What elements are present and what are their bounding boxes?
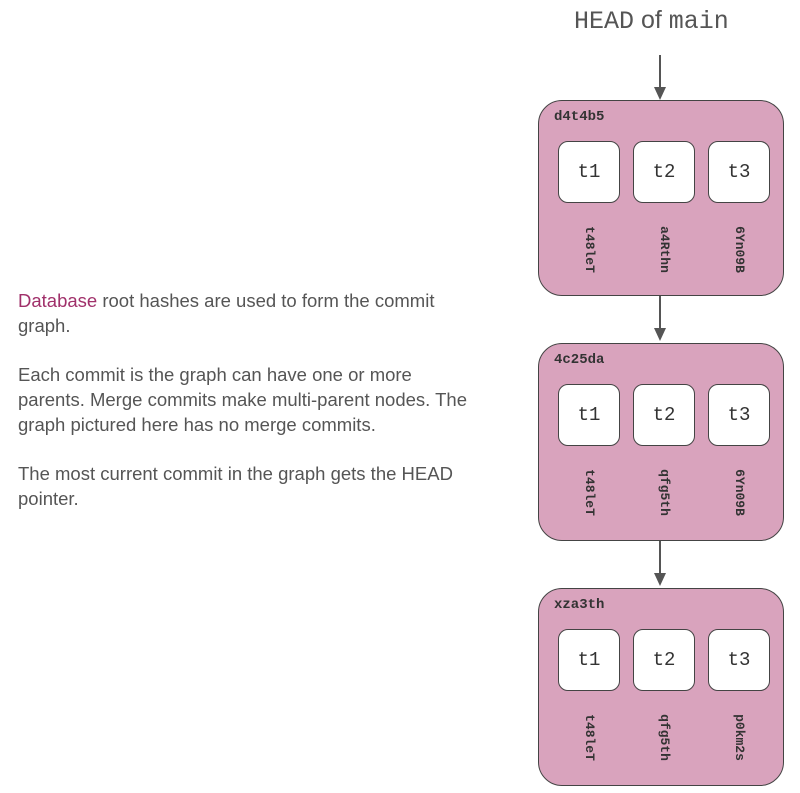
commit-node	[538, 343, 784, 541]
table-hash-text: 6Yn09B	[731, 468, 747, 516]
description-paragraph-3: The most current commit in the graph gets the HEAD pointer.	[18, 463, 453, 509]
table-box-t2: t2	[633, 141, 695, 203]
table-box-t1: t1	[558, 141, 620, 203]
table-box-t2: t2	[633, 384, 695, 446]
table-hash-t1	[558, 452, 620, 532]
table-hash-text: a4Rthn	[656, 225, 672, 273]
table-hash-text: t48leT	[581, 468, 597, 516]
branch-name: main	[668, 7, 729, 36]
head-of-word: of	[640, 6, 662, 34]
table-hash-t3	[708, 697, 770, 777]
table-hash-text: p0km2s	[731, 713, 747, 761]
table-hash-t2	[633, 452, 695, 532]
head-arrow	[650, 55, 670, 101]
table-hash-t2	[633, 697, 695, 777]
table-hash-text: qfg5th	[656, 468, 672, 516]
head-ref: HEAD	[574, 7, 635, 36]
table-hash-text: t48leT	[581, 713, 597, 761]
commit-hash: xza3th	[554, 597, 605, 613]
head-pointer-label	[574, 6, 729, 36]
table-box-t3: t3	[708, 384, 770, 446]
table-hash-text: qfg5th	[656, 713, 672, 761]
table-box-t2: t2	[633, 629, 695, 691]
commit-hash: 4c25da	[554, 352, 605, 368]
commit-node	[538, 588, 784, 786]
database-highlight: Database	[18, 290, 98, 311]
table-hash-t1	[558, 697, 620, 777]
table-hash-t1	[558, 209, 620, 289]
table-hash-t2	[633, 209, 695, 289]
commit-node	[538, 100, 784, 296]
table-hash-text: 6Yn09B	[731, 225, 747, 273]
table-hash-t3	[708, 452, 770, 532]
parent-arrow-2	[650, 541, 670, 587]
table-hash-text: t48leT	[581, 225, 597, 273]
table-hash-t3	[708, 209, 770, 289]
description-paragraph-1	[18, 288, 478, 338]
table-box-t1: t1	[558, 384, 620, 446]
description-paragraph-2: Each commit is the graph can have one or more parents. Merge commits make multi-parent nodes. The graph pictured here has no merge commits.	[18, 364, 467, 435]
table-box-t3: t3	[708, 141, 770, 203]
table-box-t1: t1	[558, 629, 620, 691]
description	[18, 288, 478, 535]
description-p1-rest: root hashes are used to form the commit graph.	[18, 290, 435, 336]
parent-arrow-1	[650, 296, 670, 342]
commit-hash: d4t4b5	[554, 109, 605, 125]
table-box-t3: t3	[708, 629, 770, 691]
